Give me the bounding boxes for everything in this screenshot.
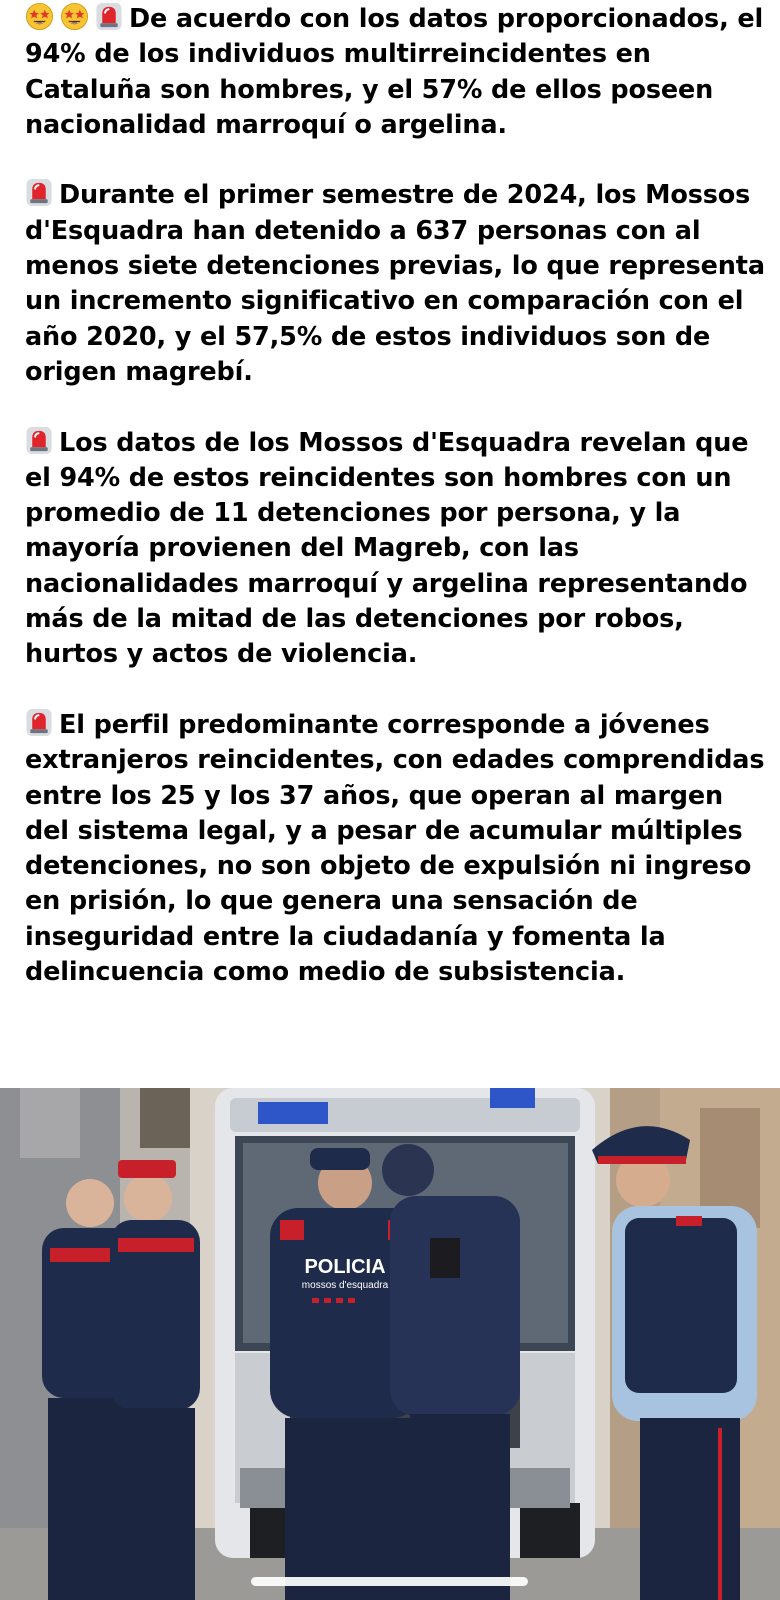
police-light-emoji-icon [25,708,53,737]
paragraph-4-text: El perfil predominante corresponde a jóvenes extranjeros reincidentes, con edades comprendidas entre los 25 y los 37 años, que operan al margen del sistema legal, y a pesar de acumular múltiples detenciones, no son objeto de expulsión ni ingreso en prisión, lo que genera una sensación de inseguridad entre la ciudadanía y fomenta la delincuencia como medio de subsistencia. [25,709,765,988]
star-struck-emoji-icon [25,2,54,31]
paragraph-3-text: Los datos de los Mossos d'Esquadra revelan que el 94% de estos reincidentes son hombres con un promedio de 11 detenciones por persona, y la mayoría provienen del Magreb, con las nacionalidades marroquí y argelina representando más de la mitad de las detenciones por robos, hurtos y actos de violencia. [25,427,749,670]
vest-sublabel: mossos d'esquadra [301,1280,389,1291]
police-photo[interactable] [0,1088,780,1600]
paragraph-1 [25,2,775,143]
light-bar-left [258,1102,328,1124]
police-light-emoji-icon [25,178,53,207]
paragraph-4 [25,708,775,990]
vest-label: POLICIA [304,1256,386,1278]
paragraph-1-text: De acuerdo con los datos proporcionados, el 94% de los individuos multirreincidentes en Cataluña son hombres, y el 57% de ellos poseen nacionalidad marroquí o argelina. [25,4,764,140]
star-struck-emoji-icon [60,2,89,31]
paragraph-2 [25,178,775,390]
paragraph-2-text: Durante el primer semestre de 2024, los Mossos d'Esquadra han detenido a 637 personas con al menos siete detenciones previas, lo que representa un incremento significativo en comparación con el año 2020, y el 57,5% de estos individuos son de origen magrebí. [25,180,765,387]
home-indicator[interactable] [251,1577,528,1586]
light-bar-right [490,1088,535,1108]
police-light-emoji-icon [25,426,53,455]
paragraph-3 [25,426,775,673]
officer-red-cap [110,1160,200,1600]
police-light-emoji-icon [95,2,123,31]
post-text [25,2,775,1026]
